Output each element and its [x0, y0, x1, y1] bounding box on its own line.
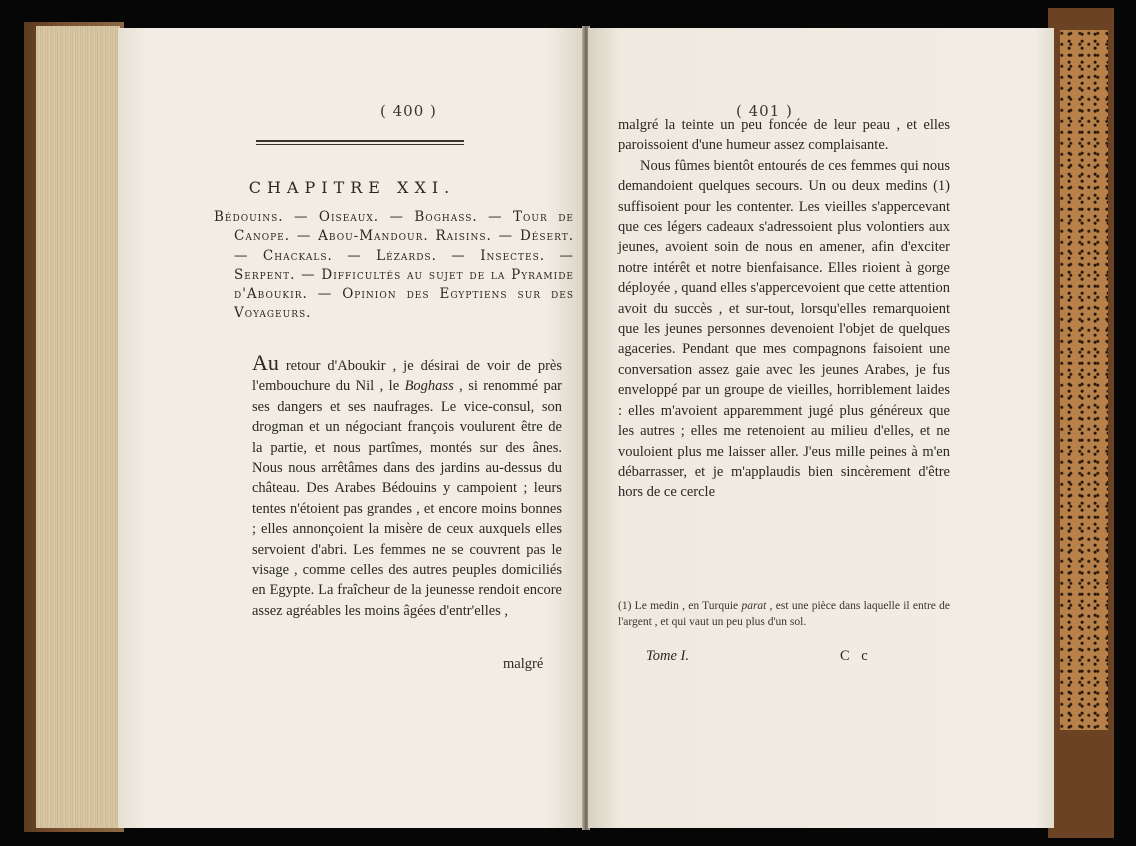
left-page-number: ( 400 )	[380, 102, 437, 120]
right-paragraph-1: malgré la teinte un peu foncée de leur peau , et elles paroissoient d'une humeur assez complaisante.	[618, 117, 950, 154]
speckled-edge	[1060, 30, 1108, 730]
chapter-summary: Bédouins. — Oiseaux. — Boghass. — Tour de Canope. — Abou-Mandour. Raisins. — Désert. — Chackals. — Lézards. — Insectes. — Serpent. — Difficultés au sujet de la Pyramide d'Aboukir. — Opinion des Egyptiens sur des Voyageurs.	[214, 209, 574, 322]
header-rule	[256, 140, 464, 145]
left-body-text-end: , si renommé par ses dangers et ses naufrages. Le vice-consul, son drogman et un négociant françois voulurent être de la partie, et nous partîmes, montés sur des ânes. Nous nous arrêtâmes dans des jardins au-dessus du château. Des Arabes Bédouins y campoient ; leurs tentes n'étoient pas grandes , et encore moins bonnes ; elles annonçoient la misère de ceux auxquels elles servoient d'abri. Les femmes ne se couvrent pas le visage , comme celles des autres peuples domiciliés en Egypte. La fraîcheur de la jeunesse rendoit encore assez agréables les moins âgées d'entr'elles ,	[252, 378, 562, 619]
right-paragraph-2: Nous fûmes bientôt entourés de ces femmes qui nous demandoient quelques secours. Un ou deux medins (1) suffisoient pour les contenter. Les vieilles s'appercevant que ces légers cadeaux s'adressoient plus volontiers aux jeunes, avoient soin de nous en amener, afin d'exciter notre intérêt et notre bienfaisance. Elles rioient à gorge déployée , quand elles s'appercevoient que cette attention avoit du succès , et sur-tout, lorsqu'elles remarquoient que les jeunes personnes devenoient l'objet de quelques agaceries. Pendant que mes compagnons faisoient une conversation assez gaie avec les jeunes Arabes, je fus enveloppé par un groupe de vieilles, horriblement laides : elles m'avoient apparemment jugé plus généreux que les autres ; elles me retenoient au milieu d'elles, et ne vouloient plus me laisser aller. J'eus mille peines à m'en débarrasser, et je m'applaudis bien sincèrement d'être hors de ce cercle	[618, 157, 950, 501]
footnote-italic: parat	[741, 600, 767, 612]
chapter-title: CHAPITRE XXI.	[248, 178, 456, 197]
left-body-text	[252, 350, 562, 621]
catchword: malgré	[503, 656, 544, 672]
footnote-start: (1) Le medin , en Turquie	[618, 600, 742, 612]
footnote-end: , est une pièce dans laquelle il entre de l'argent , et qui vaut un peu plus d'un sol.	[618, 600, 951, 628]
right-page-number: ( 401 )	[736, 102, 793, 120]
footnote	[618, 598, 950, 630]
gathering-mark: C c	[840, 648, 872, 664]
left-body-text-start: retour d'Aboukir , je désirai de voir de près l'embouchure du Nil , le	[252, 358, 562, 395]
right-body-text	[618, 115, 950, 503]
left-page-edges	[36, 26, 120, 828]
drop-cap: Au	[252, 350, 279, 375]
italic-boghass: Boghass	[404, 378, 454, 395]
left-page	[118, 28, 584, 828]
volume-signature: Tome I.	[646, 648, 689, 664]
right-page	[588, 28, 1054, 828]
